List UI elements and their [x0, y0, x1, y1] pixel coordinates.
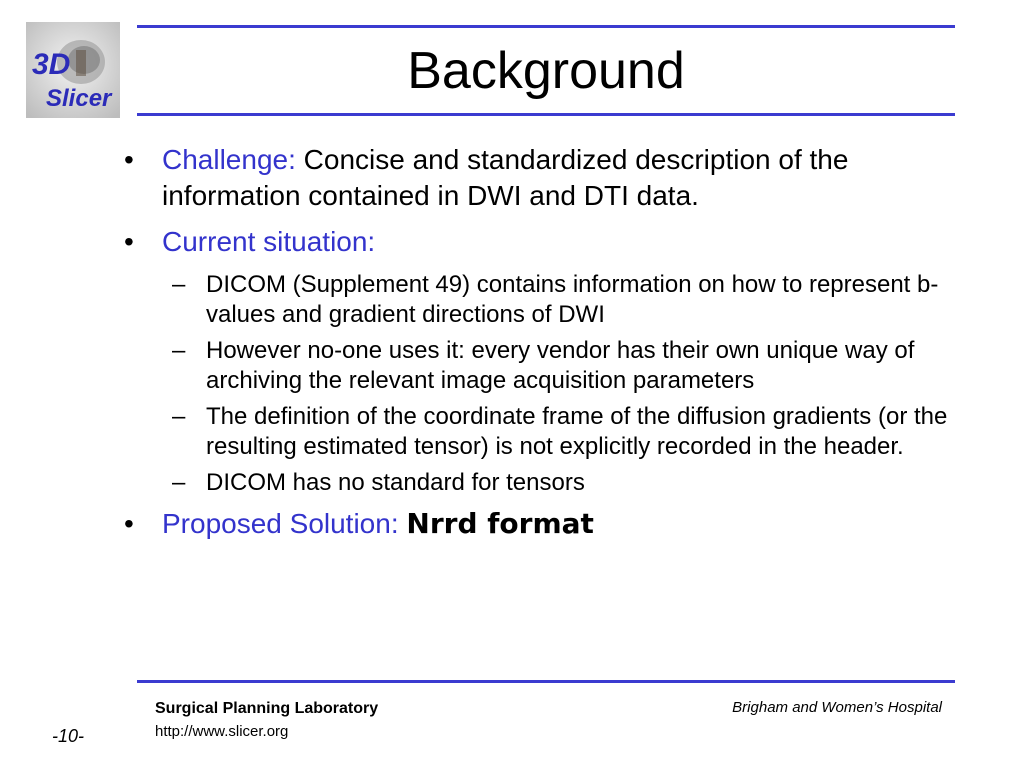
footer-lab-name: Surgical Planning Laboratory [155, 700, 379, 717]
bullet-glyph: • [124, 226, 134, 257]
bullet-glyph: • [124, 508, 134, 539]
slide-body [124, 142, 964, 552]
slide-title: Background [407, 42, 685, 100]
sub-bullet [124, 468, 964, 498]
sub-bullet-text: DICOM has no standard for tensors [206, 469, 585, 496]
slicer-logo-graphic [26, 22, 120, 118]
sub-bullet-list [124, 270, 964, 498]
sub-bullet [124, 402, 964, 462]
bullet-proposed-solution [124, 506, 964, 542]
sub-bullet-text: DICOM (Supplement 49) contains information on how to represent b-values and gradient directions of DWI [206, 271, 939, 328]
logo-3d-text: 3D [32, 48, 71, 81]
sub-bullet-text: The definition of the coordinate frame of the diffusion gradients (or the resulting estimated tensor) is not explicitly recorded in the header. [206, 403, 948, 460]
bullet-lead: Challenge: [162, 144, 296, 175]
page-number: -10- [52, 726, 85, 746]
bullet-text: Nrrd format [406, 507, 594, 540]
bullet-current-situation [124, 224, 964, 260]
dash-glyph: – [172, 469, 186, 496]
slicer-logo [26, 22, 120, 118]
header-rule-bottom [137, 113, 955, 116]
dash-glyph: – [172, 271, 186, 298]
sub-bullet [124, 336, 964, 396]
bullet-challenge [124, 142, 964, 214]
bullet-lead: Current situation: [162, 226, 376, 257]
footer-rule [137, 680, 955, 683]
bullet-lead: Proposed Solution: [162, 508, 399, 539]
dash-glyph: – [172, 403, 186, 430]
footer-hospital: Brigham and Women’s Hospital [732, 699, 942, 716]
sub-bullet [124, 270, 964, 330]
logo-slicer-text: Slicer [46, 85, 112, 112]
bullet-glyph: • [124, 144, 134, 175]
bullet-text: Concise and standardized description of the information contained in DWI and DTI data. [162, 144, 849, 211]
dash-glyph: – [172, 337, 186, 364]
footer-url[interactable]: http://www.slicer.org [155, 723, 289, 740]
sub-bullet-text: However no-one uses it: every vendor has their own unique way of archiving the relevant image acquisition parameters [206, 337, 915, 394]
header-rule-top [137, 25, 955, 28]
